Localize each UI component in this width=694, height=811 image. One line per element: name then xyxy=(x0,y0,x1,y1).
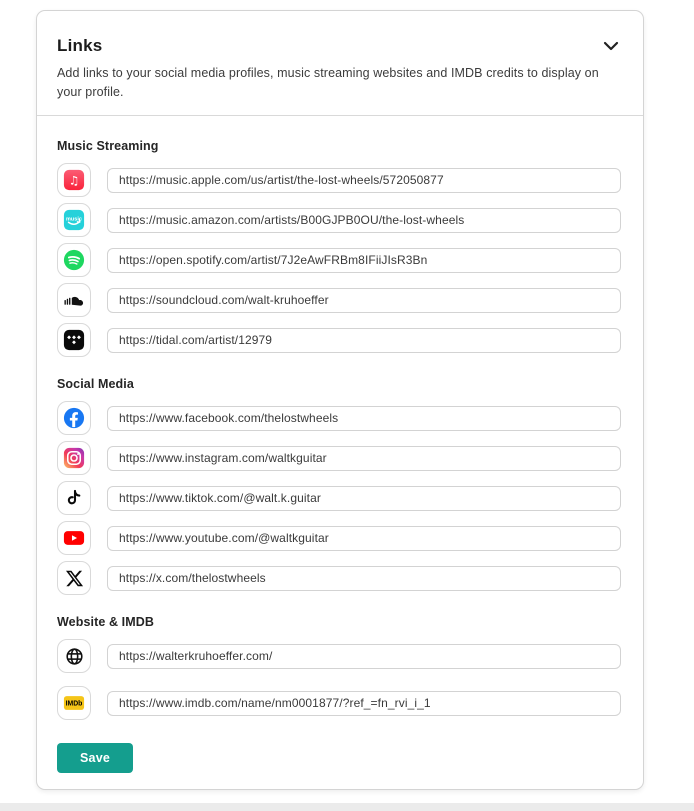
x-url-input[interactable] xyxy=(107,566,621,591)
spotify-url-input[interactable] xyxy=(107,248,621,273)
panel-description: Add links to your social media profiles, music streaming websites and IMDB credits to display on your profile. xyxy=(57,66,599,99)
chevron-down-icon xyxy=(603,40,619,55)
facebook-url-input[interactable] xyxy=(107,406,621,431)
soundcloud-url-input[interactable] xyxy=(107,288,621,313)
page-bottom-strip xyxy=(0,803,694,811)
section-label: Social Media xyxy=(57,377,134,391)
facebook-row xyxy=(57,401,621,435)
soundcloud-row xyxy=(57,283,621,317)
tidal-url-input[interactable] xyxy=(107,328,621,353)
x-icon xyxy=(57,561,91,595)
website-row xyxy=(57,639,621,673)
tiktok-row xyxy=(57,481,621,515)
apple-music-url-input[interactable] xyxy=(107,168,621,193)
section-website-imdb xyxy=(57,615,621,720)
website-globe-icon xyxy=(57,639,91,673)
youtube-url-input[interactable] xyxy=(107,526,621,551)
svg-text:IMDb: IMDb xyxy=(65,700,83,708)
imdb-row xyxy=(57,686,621,720)
save-button[interactable]: Save xyxy=(57,743,133,773)
x-row xyxy=(57,561,621,595)
instagram-url-input[interactable] xyxy=(107,446,621,471)
spotify-row xyxy=(57,243,621,277)
section-social-media xyxy=(57,377,621,595)
spotify-icon xyxy=(57,243,91,277)
links-panel-header xyxy=(37,11,643,115)
tiktok-url-input[interactable] xyxy=(107,486,621,511)
amazon-music-icon xyxy=(57,203,91,237)
imdb-icon xyxy=(57,686,91,720)
section-music-streaming xyxy=(57,139,621,357)
tidal-icon xyxy=(57,323,91,357)
svg-text:music: music xyxy=(66,216,82,223)
soundcloud-icon xyxy=(57,283,91,317)
collapse-panel-button[interactable] xyxy=(601,38,621,57)
apple-music-row xyxy=(57,163,621,197)
facebook-icon xyxy=(57,401,91,435)
youtube-row xyxy=(57,521,621,555)
amazon-music-url-input[interactable] xyxy=(107,208,621,233)
links-form xyxy=(37,116,643,773)
tiktok-icon xyxy=(57,481,91,515)
amazon-music-row xyxy=(57,203,621,237)
website-url-input[interactable] xyxy=(107,644,621,669)
apple-music-icon xyxy=(57,163,91,197)
imdb-url-input[interactable] xyxy=(107,691,621,716)
section-label: Website & IMDB xyxy=(57,615,155,629)
links-panel xyxy=(36,10,644,790)
instagram-row xyxy=(57,441,621,475)
instagram-icon xyxy=(57,441,91,475)
svg-text:♫: ♫ xyxy=(68,173,80,188)
section-label: Music Streaming xyxy=(57,139,159,153)
tidal-row xyxy=(57,323,621,357)
youtube-icon xyxy=(57,521,91,555)
panel-title: Links xyxy=(57,36,103,55)
